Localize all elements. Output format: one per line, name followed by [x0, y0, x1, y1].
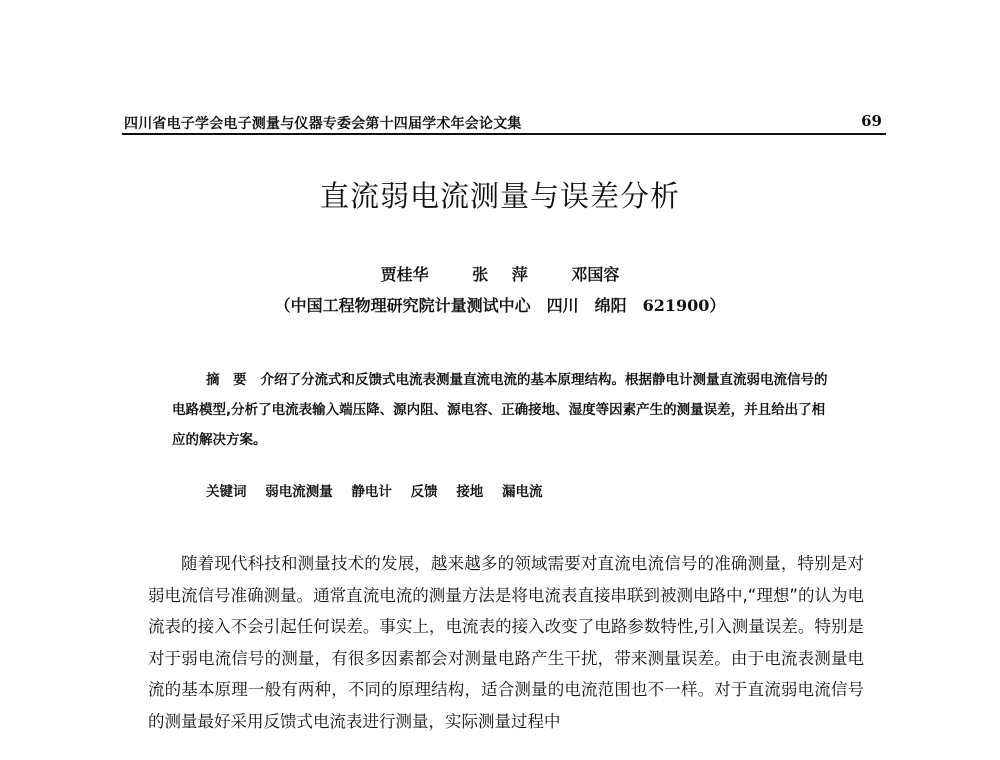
- keywords-label: 关键词: [206, 484, 247, 500]
- author-name: 贾桂华: [380, 265, 429, 284]
- author-name: 邓国容: [571, 265, 620, 284]
- paper-title: 直流弱电流测量与误差分析: [319, 179, 680, 213]
- abstract-label: 摘 要: [206, 372, 247, 388]
- abstract-text: 介绍了分流式和反馈式电流表测量直流电流的基本原理结构。根据静电计测量直流弱电流信号的电路模型,分析了电流表输入端压降、源内阻、源电容、正确接地、湿度等因素产生的测量误差，并且给出了相应的解决方案。: [172, 372, 828, 448]
- author-list: [0, 262, 1000, 285]
- page-number: 69: [861, 112, 882, 130]
- author-affiliation: （中国工程物理研究院计量测试中心 四川 绵阳 621900）: [274, 296, 726, 315]
- body-paragraph: 随着现代科技和测量技术的发展，越来越多的领域需要对直流电流信号的准确测量，特别是对弱电流信号准确测量。通常直流电流的测量方法是将电流表直接串联到被测电路中,“理想”的认为电流表的接入不会引起任何误差。事实上，电流表的接入改变了电路参数特性,引入测量误差。特别是对于弱电流信号的测量，有很多因素都会对测量电路产生干扰，带来测量误差。由于电流表测量电流的基本原理一般有两种，不同的原理结构，适合测量的电流范围也不一样。对于直流弱电流信号的测量最好采用反馈式电流表进行测量，实际测量过程中: [148, 554, 864, 731]
- abstract-section: [172, 365, 828, 455]
- body-text: [148, 548, 864, 737]
- journal-name: 四川省电子学会电子测量与仪器专委会第十四届学术年会论文集: [124, 116, 522, 132]
- keywords-section: [206, 480, 806, 500]
- author-name: 张 萍: [472, 265, 528, 284]
- keyword: 漏电流: [502, 484, 543, 500]
- abstract-paragraph: [172, 365, 828, 455]
- keyword: 接地: [456, 484, 484, 500]
- keyword: 反馈: [410, 484, 438, 500]
- keyword: 弱电流测量: [265, 484, 333, 500]
- running-header: [122, 111, 886, 135]
- keyword: 静电计: [351, 484, 392, 500]
